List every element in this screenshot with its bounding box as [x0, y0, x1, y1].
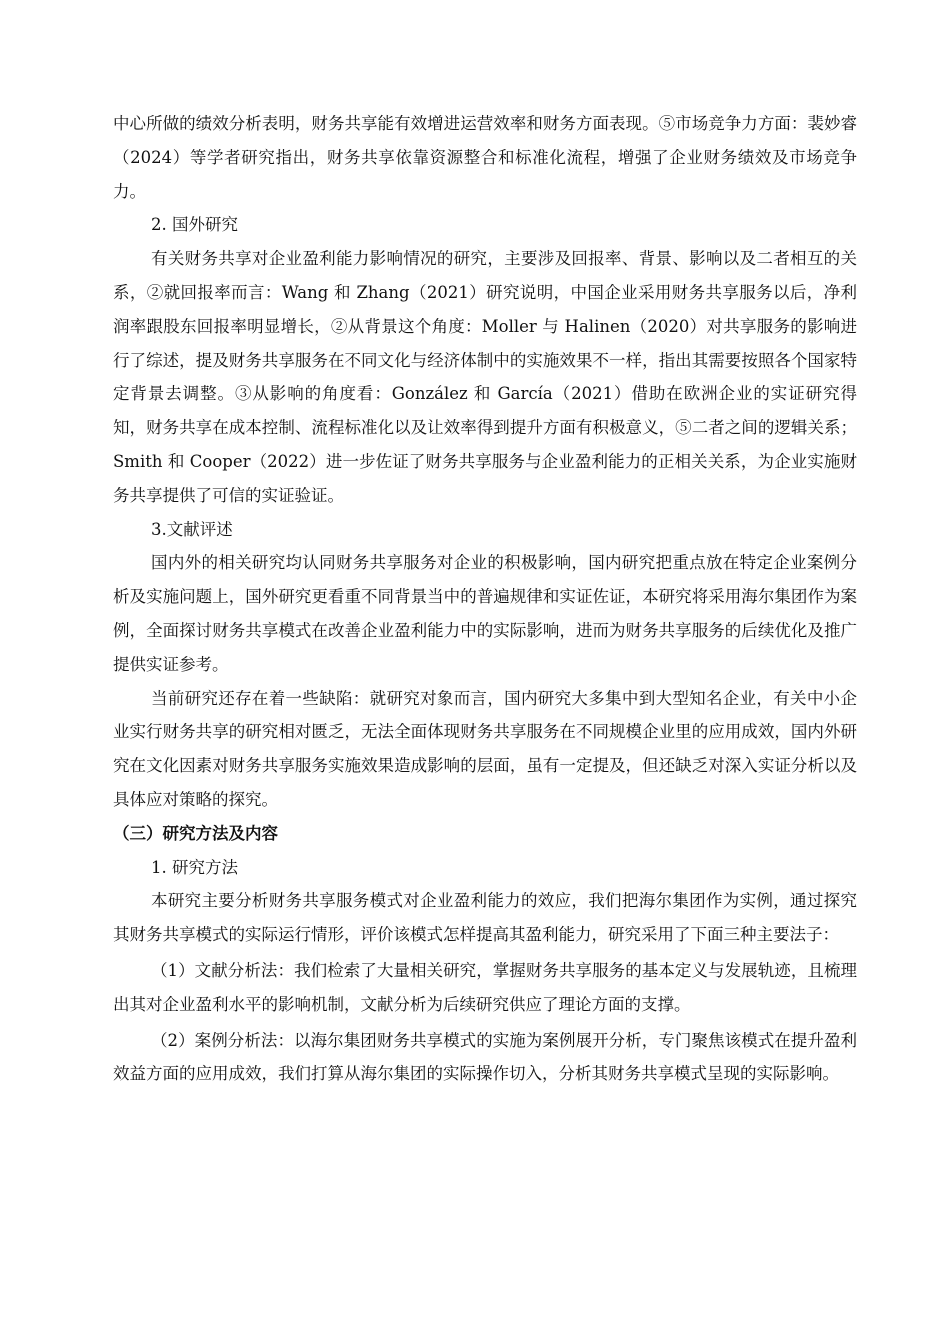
paragraph-foreign-research: 有关财务共享对企业盈利能力影响情况的研究，主要涉及回报率、背景、影响以及二者相互的关系，②就回报率而言：Wang 和 Zhang（2021）研究说明，中国企业采用财务共享服务以后，净利润率跟股东回报率明显增长，②从背景这个角度：Moller 与 Halinen（2020）对共享服务的影响进行了综述，提及财务共享服务在不同文化与经济体制中的实施效果不一样，指出其需要按照各个国家特定背景去调整。③从影响的角度看：González 和 García（2021）借助在欧洲企业的实证研究得知，财务共享在成本控制、流程标准化以及让效率得到提升方面有积极意义，⑤二者之间的逻辑关系；Smith 和 Cooper（2022）进一步佐证了财务共享服务与企业盈利能力的正相关关系，为企业实施财务共享提供了可信的实证验证。 [113, 249, 857, 505]
paragraph-domestic-tail: 中心所做的绩效分析表明，财务共享能有效增进运营效率和财务方面表现。⑤市场竞争力方面：裴妙睿（2024）等学者研究指出，财务共享依靠资源整合和标准化流程，增强了企业财务绩效及市场竞争力。 [113, 114, 857, 201]
heading-research-methods: 1. 研究方法 [151, 857, 238, 877]
heading-foreign-research: 2. 国外研究 [151, 215, 238, 235]
paragraph-review-1: 国内外的相关研究均认同财务共享服务对企业的积极影响，国内研究把重点放在特定企业案例分析及实施问题上，国外研究更看重不同背景当中的普遍规律和实证佐证，本研究将采用海尔集团作为案例，全面探讨财务共享模式在改善企业盈利能力中的实际影响，进而为财务共享服务的后续优化及推广提供实证参考。 [113, 553, 857, 674]
document-body [113, 107, 857, 1091]
paragraph-method-literature: （1）文献分析法：我们检索了大量相关研究，掌握财务共享服务的基本定义与发展轨迹，且梳理出其对企业盈利水平的影响机制，文献分析为后续研究供应了理论方面的支撑。 [113, 960, 857, 1014]
paragraph-methods-intro: 本研究主要分析财务共享服务模式对企业盈利能力的效应，我们把海尔集团作为实例，通过探究其财务共享模式的实际运行情形，评价该模式怎样提高其盈利能力，研究采用了下面三种主要法子： [113, 891, 857, 945]
section-heading-methods: （三）研究方法及内容 [113, 823, 278, 843]
paragraph-review-2: 当前研究还存在着一些缺陷：就研究对象而言，国内研究大多集中到大型知名企业，有关中小企业实行财务共享的研究相对匮乏，无法全面体现财务共享服务在不同规模企业里的应用成效，国内外研究在文化因素对财务共享服务实施效果造成影响的层面，虽有一定提及，但还缺乏对深入实证分析以及具体应对策略的探究。 [113, 688, 857, 809]
heading-literature-review: 3.文献评述 [151, 519, 233, 539]
paragraph-method-case: （2）案例分析法：以海尔集团财务共享模式的实施为案例展开分析，专门聚焦该模式在提升盈利效益方面的应用成效，我们打算从海尔集团的实际操作切入，分析其财务共享模式呈现的实际影响。 [113, 1030, 857, 1084]
